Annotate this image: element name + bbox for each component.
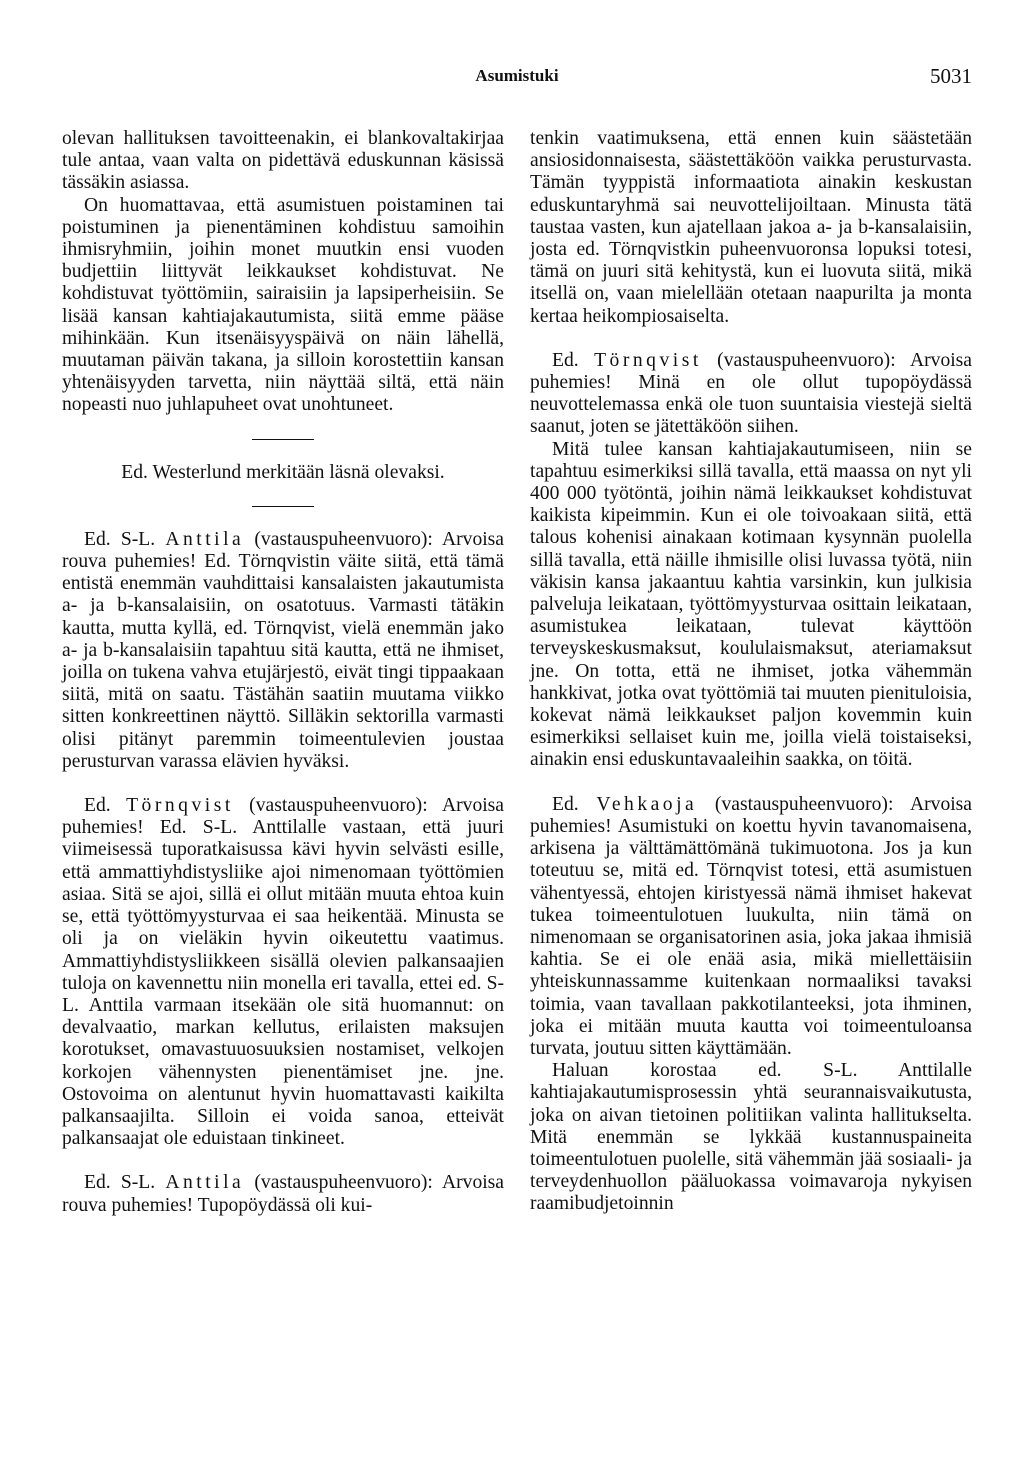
speaker-name: Anttila — [165, 528, 245, 550]
speech-text: (vastauspuheenvuoro): Arvoisa puhemies! Ed. S-L. Anttilalle vastaan, että juuri viimeisessä tuporatkaisussa kävi hyvin selvästi esille, että ammattiyhdistysliike ajoi nimenomaan työttömien asiaa. Sitä se ajoi, sillä ei ollut mitään muuta ehtoa kuin se, että työttömyysturvaa ei saa heikentää. Minusta se oli ja on vieläkin hyvin oikeutettu vaatimus. Ammattiyhdistysliikkeen sisällä olevien palkansaajien tuloja on kavennettu niin monella eri tavalla, ettei ed. S-L. Anttila varmaan itsekään ole sitä huomannut: on devalvaatio, markan kellutus, erilaisten maksujen korotukset, omavastuuosuuksien nostamiset, velkojen korkojen vähennysten pienentämiset jne. jne. Ostovoima on alentunut hyvin huomattavasti kaikilta palkansaajilta. Silloin ei voida sanoa, etteivät palkansaajat ole eduistaan tinkineet. — [62, 795, 505, 1150]
speech-text: (vastauspuheenvuoro): Arvoisa puhemies! Asumistuki on koettu hyvin tavanomaisena, arkisena ja välttämättömänä tukimuotona. Jos ja kun toteutuu se, mitä ed. Törnqvist totesi, että asumistuen vähentyessä, ehtojen kiristyessä nämä ihmiset hakevat tukea toimeentulotuen luukulta, niin tämä on nimenomaan se organisatorinen asia, joka jakaa ihmisiä kahtia. Se ei ole enää asia, mikä miellettäisiin yhteiskunnassamme kuitenkaan normaaliksi tavaksi toimia, vaan tavallaan pakkotilanteeksi, jota ihminen, joka ei mitään muuta kautta voi toimeentuloansa turvata, joutuu sitten käyttämään. — [530, 793, 973, 1059]
speaker-prefix: Ed. — [84, 795, 127, 817]
speech-paragraph — [62, 529, 504, 773]
speech-text: (vastauspuheenvuoro): Arvoisa rouva puhemies! Tupopöydässä oli kui- — [62, 1172, 505, 1216]
paragraph: Mitä tulee kansan kahtiajakautumiseen, niin se tapahtuu esimerkiksi sillä tavalla, että maassa on nyt yli 400 000 työtöntä, joihin nämä leikkaukset kohdistuvat kaikista kipeimmin. Kun ei ole toivoakaan siitä, että talous kohenisi ainakaan kotimaan kysynnän puolella sillä tavalla, että näille ihmisille olisi luvassa työtä, niin väkisin kansa jakaantuu kahtia varsinkin, kun julkisia palveluja leikataan, työttömyysturvaa osittain leikataan, asumistukea leikataan, tulevat käyttöön terveyskeskusmaksut, koululaismaksut, ateriamaksut jne. On totta, että ne ihmiset, jotka vähemmän hankkivat, jotka ovat työttömiä tai muuten pienituloisia, kokevat nämä leikkaukset paljon kovemmin kuin esimerkiksi sellaiset kuin me, joilla vielä toistaiseksi, ainakin ensi eduskuntavaaleihin saakka, on töitä. — [530, 438, 972, 771]
paragraph: Haluan korostaa ed. S-L. Anttilalle kahtiajakautumisprosessin yhtä seurannaisvaikutusta, joka on aivan tietoinen politiikan valinta hallitukselta. Mitä enemmän se lykkää kustannuspaineita toimeentulotuen puolelle, sitä vähemmän jää sosiaali- ja terveydenhuollon pääluokassa voimavaroja nykyisen raamibudjetoinnin — [530, 1060, 972, 1215]
speech-text: (vastauspuheenvuoro): Arvoisa rouva puhemies! Ed. Törnqvistin väite siitä, että tämä entistä enemmän vauhdittaisi kansalaisten jakautumista a- ja b-kansalaisiin, on osatotuus. Varmasti tätäkin kautta, mutta kyllä, ed. Törnqvist, vielä enemmän jako a- ja b-kansalaisiin tapahtuu sitä kautta, että ne ihmiset, joilla on tukena vahva etujärjestö, eivät tingi tippaakaan siitä, mitä on saatu. Tästähän saatiin muutama viikko sitten konkreettinen näyttö. Silläkin sektorilla varmasti olisi pitänyt paremmin toimeentulevien joustaa perusturvan varassa elävien hyväksi. — [62, 528, 505, 772]
speaker-prefix: Ed. S-L. — [84, 528, 166, 550]
page-header — [62, 66, 972, 94]
page-number: 5031 — [930, 64, 972, 88]
speech-paragraph — [530, 794, 972, 1060]
separator-rule — [252, 506, 314, 507]
speaker-name: Törnqvist — [594, 349, 702, 371]
separator-rule — [252, 439, 314, 440]
speaker-name: Vehkaoja — [596, 793, 698, 815]
paragraph-continuation: olevan hallituksen tavoitteenakin, ei blankovaltakirjaa tule antaa, vaan valta on pidettävä eduskunnan käsissä tässäkin asiassa. — [62, 128, 504, 194]
paragraph-continuation: tenkin vaatimuksena, että ennen kuin säästetään ansiosidonnaisesta, säästettäköön vaikka perusturvasta. Tämän tyyppistä informaatiota ainakin keskustan eduskuntaryhmä sai neuvottelijoiltaan. Minusta tätä taustaa vasten, kun ajatellaan jakoa a- ja b-kansalaisiin, josta ed. Törnqvistkin puheenvuoronsa lopuksi totesi, tämä on juuri sitä kehitystä, kun ei luovuta siitä, mikä itsellä on, vaan mielellään otetaan naapurilta ja monta kertaa heikompiosaiselta. — [530, 128, 972, 327]
attendance-note: Ed. Westerlund merkitään läsnä olevaksi. — [121, 461, 445, 483]
speaker-prefix: Ed. — [552, 793, 597, 815]
speaker-name: Anttila — [165, 1172, 245, 1194]
speaker-name: Törnqvist — [126, 795, 234, 817]
right-column — [530, 128, 972, 1216]
speech-paragraph — [62, 795, 504, 1150]
speech-text: (vastauspuheenvuoro): Arvoisa puhemies! Minä en ole ollut tupopöydässä neuvottelemassa enkä ole tuon suuntaisia viestejä sieltä saanut, joten se jätettäköön siihen. — [530, 349, 973, 438]
left-column — [62, 128, 504, 1217]
speaker-prefix: Ed. — [552, 349, 595, 371]
speaker-prefix: Ed. S-L. — [84, 1172, 166, 1194]
paragraph: On huomattavaa, että asumistuen poistaminen tai poistuminen ja pienentäminen kohdistuu samoihin ihmisryhmiin, joihin monet muutkin ensi vuoden budjettiin liittyvät leikkaukset kohdistuvat. Ne kohdistuvat työttömiin, sairaisiin ja lapsiperheisiin. Se lisää kansan kahtiajakautumista, siitä emme pääse mihinkään. Kun itsenäisyyspäivä on näin lähellä, muutaman päivän takana, ja silloin korostettiin kansan yhtenäisyyden tarvetta, niin näyttää siltä, että näin nopeasti nuo juhlapuheet ovat unohtuneet. — [62, 194, 504, 416]
speech-paragraph — [530, 350, 972, 439]
speech-paragraph — [62, 1172, 504, 1216]
running-title: Asumistuki — [475, 66, 559, 85]
